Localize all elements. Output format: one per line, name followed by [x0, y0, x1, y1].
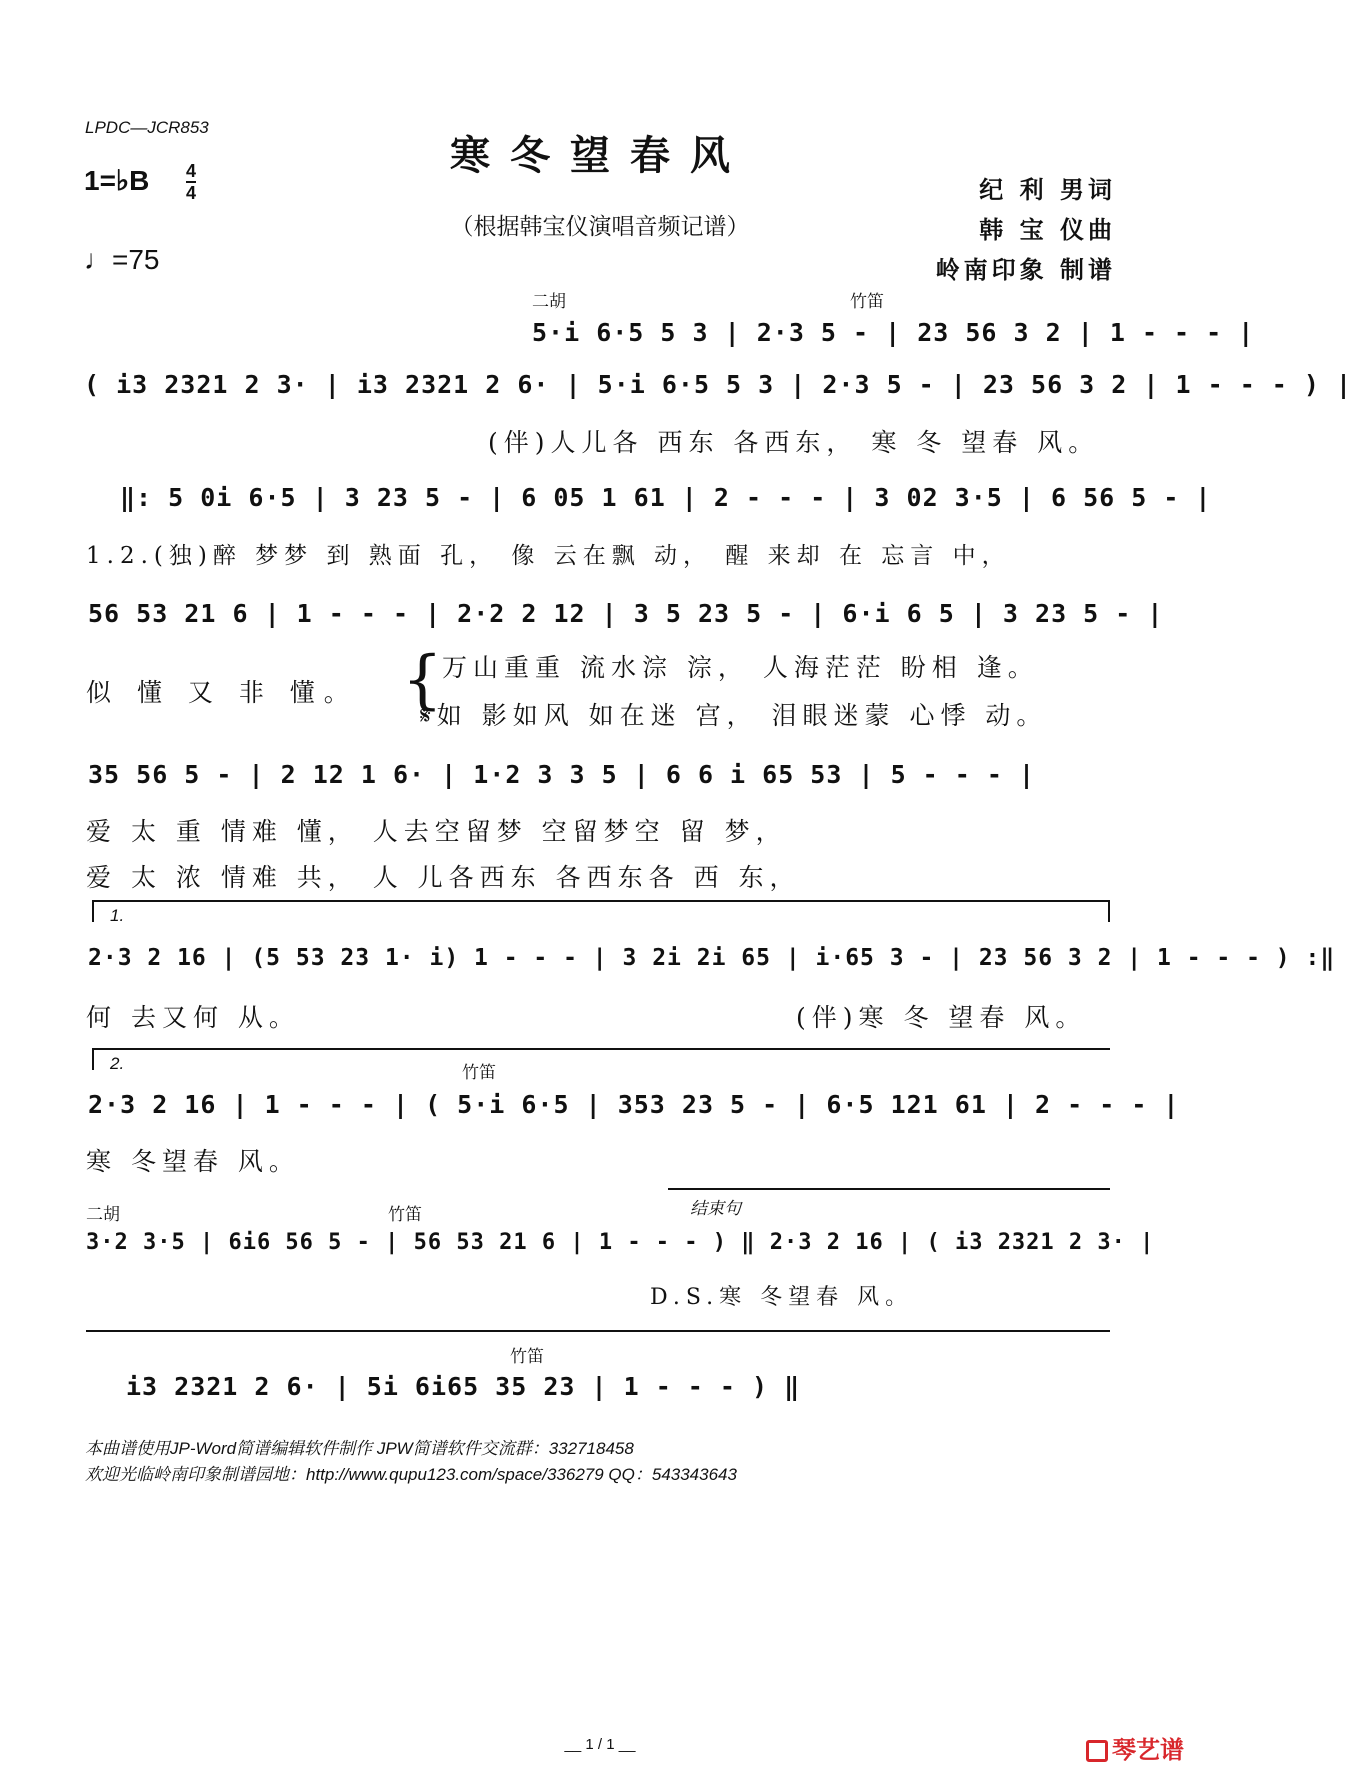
instrument-label-dizi: 竹笛 — [510, 1347, 544, 1367]
meter-bottom: 4 — [186, 183, 197, 203]
verse-brace: { — [402, 643, 443, 717]
notation-row: 5·i 6·5 5 3 | 2·3 5 - | 23 56 3 2 | 1 - - - | — [532, 318, 1255, 347]
tempo-mark: ♩=75 — [84, 244, 160, 275]
footer-link[interactable]: 欢迎光临岭南印象制谱园地：http://www.qupu123.com/space/336279 QQ：543343643 — [85, 1465, 737, 1484]
lyric-line: 爱 太 重 情难 懂， 人去空留梦 空留梦空 留 梦， — [86, 817, 787, 846]
composer-credit: 韩 宝 仪曲 — [979, 215, 1116, 244]
instrument-label-erhu: 二胡 — [86, 1205, 120, 1225]
notation-row: 3·2 3·5 | 6i6 56 5 - | 56 53 21 6 | 1 - - - ) ‖ 2·3 2 16 | ( i3 2321 2 3· | — [86, 1230, 1155, 1255]
notation-row: 2·3 2 16 | 1 - - - | ( 5·i 6·5 | 353 23 5 - | 6·5 121 61 | 2 - - - | — [88, 1090, 1180, 1119]
coda-label: 结束句 — [690, 1199, 741, 1218]
lyric-line-verse1: 万山重重 流水淙 淙， 人海茫茫 盼相 逢。 — [442, 653, 1039, 682]
notation-row: 56 53 21 6 | 1 - - - | 2·2 2 12 | 3 5 23 5 - | 6·i 6 5 | 3 23 5 - | — [88, 599, 1164, 628]
page-number: __ 1 / 1 __ — [564, 1736, 636, 1753]
notation-row: ( i3 2321 2 3· | i3 2321 2 6· | 5·i 6·5 5 3 | 2·3 5 - | 23 56 3 2 | 1 - - - ) | — [84, 370, 1352, 399]
lyric-line: 何 去又何 从。 — [86, 1003, 300, 1032]
lyric-line: D.S.寒 冬望春 风。 — [650, 1285, 914, 1310]
lyricist-credit: 纪 利 男词 — [979, 175, 1116, 204]
lyric-line-verse2: 𝄋如 影如风 如在迷 宫， 泪眼迷蒙 心悸 动。 — [420, 701, 1048, 730]
notation-row: i3 2321 2 6· | 5i 6i65 35 23 | 1 - - - ) ‖ — [126, 1372, 801, 1401]
lyric-line: 1.2.(独)醉 梦梦 到 熟面 孔， 像 云在飘 动， 醒 来却 在 忘言 中， — [86, 543, 1011, 569]
page-title: 寒冬望春风 — [450, 132, 750, 179]
volta-bracket-2: 2. — [110, 1054, 125, 1073]
volta-bracket-1: 1. — [110, 906, 125, 925]
instrument-label-dizi: 竹笛 — [388, 1205, 422, 1225]
time-signature — [186, 162, 196, 202]
lyric-line: 寒 冬望春 风。 — [86, 1147, 300, 1176]
arranger-credit: 岭南印象 制谱 — [935, 255, 1116, 284]
notation-row: ‖: 5 0i 6·5 | 3 23 5 - | 6 05 1 61 | 2 - - - | 3 02 3·5 | 6 56 5 - | — [120, 483, 1212, 512]
lyric-line-tail: (伴)寒 冬 望春 风。 — [796, 1003, 1087, 1032]
meter-top: 4 — [186, 161, 197, 181]
instrument-label-dizi: 竹笛 — [462, 1063, 496, 1083]
footer-credits: 本曲谱使用JP-Word简谱编辑软件制作 JPW简谱软件交流群：332718458 — [85, 1439, 634, 1458]
lyric-line: 似 懂 又 非 懂。 — [86, 678, 358, 707]
page-subtitle: （根据韩宝仪演唱音频记谱） — [450, 214, 750, 240]
instrument-label-dizi: 竹笛 — [850, 292, 884, 312]
lyric-line: (伴)人儿各 西东 各西东， 寒 冬 望春 风。 — [488, 428, 1100, 457]
brand-name: 琴艺谱 — [1112, 1736, 1184, 1764]
lyric-line: 爱 太 浓 情难 共， 人 儿各西东 各西东各 西 东， — [86, 863, 801, 892]
notation-row: 35 56 5 - | 2 12 1 6· | 1·2 3 3 5 | 6 6 i 65 53 | 5 - - - | — [88, 760, 1036, 789]
notation-row: 2·3 2 16 | (5 53 23 1· i) 1 - - - | 3 2i 2i 65 | i·65 3 - | 23 56 3 2 | 1 - - - ) :‖ — [88, 945, 1336, 971]
brand-logo-icon — [1086, 1740, 1108, 1762]
instrument-label-erhu: 二胡 — [532, 292, 566, 312]
brand-logo — [1086, 1730, 1184, 1765]
score-code: LPDC—JCR853 — [85, 118, 209, 137]
key-signature: 1=♭B — [84, 165, 150, 196]
